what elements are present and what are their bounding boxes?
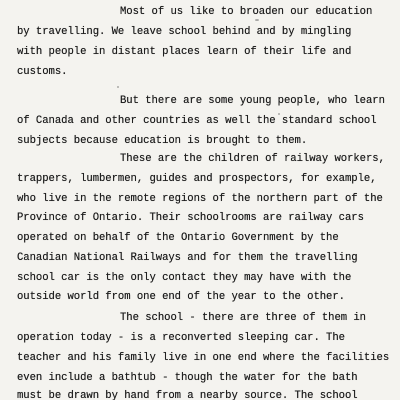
paragraph-3-line-3: who live in the remote regions of the northern part of the [17, 193, 383, 205]
paragraph-4-line-5: must be drawn by hand from a nearby source. The school [17, 390, 358, 400]
paragraph-3-line-1: These are the children of railway workers, [120, 153, 385, 165]
paragraph-3-line-7: school car is the only contact they may have with the [17, 272, 352, 284]
paragraph-3-line-2: trappers, lumbermen, guides and prospectors, for example, [17, 173, 377, 185]
paragraph-1-line-4: customs. [17, 66, 68, 78]
paragraph-3-line-5: operated on behalf of the Ontario Government by the [17, 232, 339, 244]
paragraph-1-line-1: Most of us like to broaden our education [120, 6, 373, 18]
paragraph-1-line-3: with people in distant places learn of their life and [17, 46, 352, 58]
paragraph-3-line-8: outside world from one end of the year to the other. [17, 291, 345, 303]
paragraph-3-line-6: Canadian National Railways and for them the travelling [17, 252, 358, 264]
ink-mark [117, 86, 119, 88]
paragraph-2-line-3: subjects because education is brought to them. [17, 135, 308, 147]
paragraph-4-line-1: The school - there are three of them in [120, 312, 366, 324]
paragraph-2-line-2: of Canada and other countries as well the standard school [17, 115, 377, 127]
paragraph-4-line-4: even include a bathtub - though the water for the bath [17, 372, 358, 384]
paragraph-4-line-2: operation today - is a reconverted sleeping car. The [17, 332, 345, 344]
ink-mark [255, 19, 259, 21]
paragraph-4-line-3: teacher and his family live in one end where the facilities [17, 352, 390, 364]
paragraph-1-line-2: by travelling. We leave school behind and by mingling [17, 26, 352, 38]
paragraph-3-line-4: Province of Ontario. Their schoolrooms are railway cars [17, 212, 364, 224]
paragraph-2-line-1: But there are some young people, who learn [120, 95, 385, 107]
ink-mark [278, 113, 280, 115]
